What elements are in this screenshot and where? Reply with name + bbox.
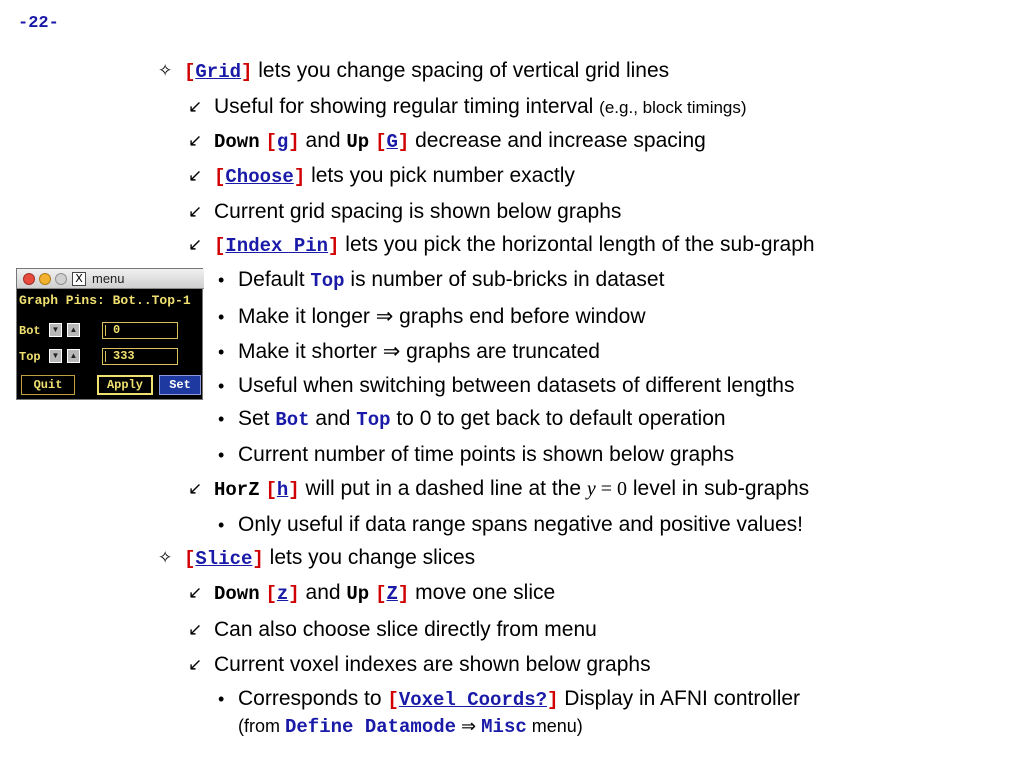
bot-label: Bot xyxy=(19,324,41,338)
zoom-window-icon[interactable] xyxy=(55,273,67,285)
dot-bullet-icon: • xyxy=(218,376,225,396)
dot-bullet-icon: • xyxy=(218,270,225,290)
implies-arrow-icon: ⇒ xyxy=(382,340,401,363)
graph-pins-window xyxy=(16,268,203,400)
graph-pins-heading: Graph Pins: Bot..Top-1 xyxy=(19,293,191,308)
top-decrement-button[interactable]: ▼ xyxy=(49,349,62,363)
sw-arrow-bullet-icon: ↙ xyxy=(188,131,203,150)
sw-arrow-bullet-icon: ↙ xyxy=(188,479,203,498)
key-z[interactable]: z xyxy=(276,583,289,605)
diamond-bullet-icon: ✧ xyxy=(158,548,173,567)
dot-bullet-icon: • xyxy=(218,307,225,327)
key-Z[interactable]: Z xyxy=(386,583,398,605)
key-g[interactable]: g xyxy=(276,131,289,153)
key-G[interactable]: G xyxy=(386,131,398,153)
diamond-bullet-icon: ✧ xyxy=(158,61,173,80)
key-h[interactable]: h xyxy=(276,479,289,501)
line-grid: [Grid] lets you change spacing of vertical grid lines xyxy=(184,59,670,83)
line-choose: [Choose] lets you pick number exactly xyxy=(214,164,575,188)
implies-arrow-icon: ⇒ xyxy=(375,305,394,328)
sw-arrow-bullet-icon: ↙ xyxy=(188,202,203,221)
top-increment-button[interactable]: ▲ xyxy=(67,349,80,363)
sw-arrow-bullet-icon: ↙ xyxy=(188,166,203,185)
line-longer: Make it longer ⇒ graphs end before window xyxy=(238,305,646,328)
dot-bullet-icon: • xyxy=(218,689,225,709)
line-current-grid: Current grid spacing is shown below graphs xyxy=(214,200,622,223)
line-slice-down-up: Down [z] and Up [Z] move one slice xyxy=(214,581,556,605)
line-down-up: Down [g] and Up [G] decrease and increase spacing xyxy=(214,129,706,153)
top-label: Top xyxy=(19,350,41,364)
bot-value-field[interactable]: 0 xyxy=(102,322,178,339)
quit-button[interactable]: Quit xyxy=(21,375,75,395)
line-shorter: Make it shorter ⇒ graphs are truncated xyxy=(238,340,600,363)
voxel-coords-command[interactable]: Voxel Coords? xyxy=(398,689,548,711)
line-horz: HorZ [h] will put in a dashed line at the y = 0 level in sub-graphs xyxy=(214,477,810,501)
line-switching: Useful when switching between datasets of different lengths xyxy=(238,374,795,397)
line-from: (from Define Datamode ⇒ Misc menu) xyxy=(238,716,583,738)
implies-arrow-icon: ⇒ xyxy=(461,716,477,736)
sw-arrow-bullet-icon: ↙ xyxy=(188,97,203,116)
dot-bullet-icon: • xyxy=(218,342,225,362)
index-pin-command[interactable]: Index Pin xyxy=(225,235,329,257)
choose-command[interactable]: Choose xyxy=(225,166,294,188)
sw-arrow-bullet-icon: ↙ xyxy=(188,583,203,602)
line-only-useful: Only useful if data range spans negative and positive values! xyxy=(238,513,804,536)
dot-bullet-icon: • xyxy=(218,445,225,465)
dot-bullet-icon: • xyxy=(218,515,225,535)
page-number: -22- xyxy=(18,14,59,33)
sw-arrow-bullet-icon: ↙ xyxy=(188,655,203,674)
slice-command[interactable]: Slice xyxy=(195,548,253,570)
line-time-points: Current number of time points is shown below graphs xyxy=(238,443,735,466)
window-title: menu xyxy=(92,271,125,286)
line-default-top: Default Top is number of sub-bricks in dataset xyxy=(238,268,665,292)
apply-button[interactable]: Apply xyxy=(97,375,153,395)
minimize-window-icon[interactable] xyxy=(39,273,51,285)
grid-command[interactable]: Grid xyxy=(195,61,242,83)
x11-icon: X xyxy=(72,272,86,286)
bot-decrement-button[interactable]: ▼ xyxy=(49,323,62,337)
line-choose-menu: Can also choose slice directly from menu xyxy=(214,618,597,641)
dot-bullet-icon: • xyxy=(218,409,225,429)
line-slice: [Slice] lets you change slices xyxy=(184,546,476,570)
sw-arrow-bullet-icon: ↙ xyxy=(188,620,203,639)
sw-arrow-bullet-icon: ↙ xyxy=(188,235,203,254)
window-title-bar xyxy=(17,269,204,289)
line-index-pin: [Index Pin] lets you pick the horizontal length of the sub-graph xyxy=(214,233,815,257)
line-corresponds: Corresponds to [Voxel Coords?] Display in AFNI controller xyxy=(238,687,801,711)
set-button[interactable]: Set xyxy=(159,375,201,395)
line-set-bot-top: Set Bot and Top to 0 to get back to default operation xyxy=(238,407,726,431)
top-value-field[interactable]: 333 xyxy=(102,348,178,365)
close-window-icon[interactable] xyxy=(23,273,35,285)
line-regular: Useful for showing regular timing interval (e.g., block timings) xyxy=(214,95,747,118)
line-voxel: Current voxel indexes are shown below graphs xyxy=(214,653,651,676)
bot-increment-button[interactable]: ▲ xyxy=(67,323,80,337)
